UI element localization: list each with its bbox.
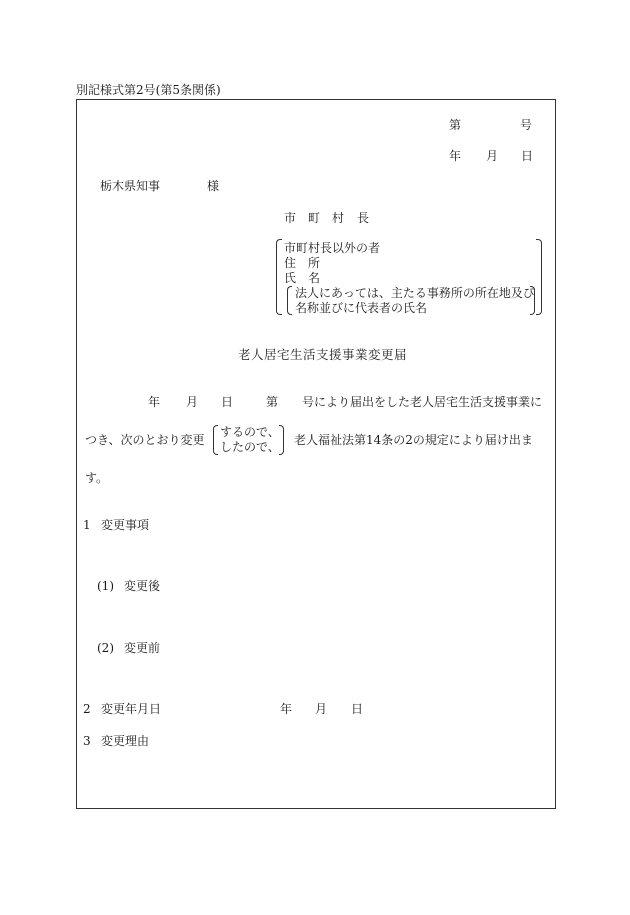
item1-label: 変更事項 [101,518,150,532]
other-than-mayor: 市町村長以外の者 [284,241,381,255]
sender-bracket-left [276,239,282,315]
number-suffix: 号 [520,118,533,132]
item2-month: 月 [315,702,328,716]
mayor-char-4: 長 [357,211,370,225]
item2-year: 年 [280,702,293,716]
body-line2-head: つき、次のとおり変更 [85,433,205,447]
addressee-honorific: 様 [207,179,220,193]
option-bracket-left [213,425,218,455]
date-year: 年 [449,149,462,163]
corporate-note-line2: 名称並びに代表者の氏名 [295,301,428,315]
option-shita: したので、 [220,440,280,454]
body-line1-tail: 号により届出をした老人居宅生活支援事業に [302,395,543,409]
mayor-char-1: 市 [284,211,297,225]
mayor-char-3: 村 [332,211,345,225]
name-label-2: 名 [308,271,321,285]
name-label-1: 氏 [284,271,297,285]
item3-number: 3 [83,734,91,748]
body-line2-tail: 老人福祉法第14条の2の規定により届け出ま [294,433,533,447]
item1-number: 1 [83,518,91,532]
sender-bracket-right [536,239,542,315]
note-bracket-left [287,286,292,315]
item2-number: 2 [83,702,91,716]
sub1-number: (1) [97,579,114,593]
body-month: 月 [186,395,199,409]
mayor-char-2: 町 [308,211,321,225]
item2-label: 変更年月日 [101,702,162,716]
body-line3: す。 [85,471,109,485]
date-month: 月 [486,149,499,163]
body-day: 日 [221,395,234,409]
option-suru: するので、 [220,425,280,439]
date-day: 日 [521,149,534,163]
sub2-number: (2) [97,641,114,655]
item2-day: 日 [351,702,364,716]
item3-label: 変更理由 [101,734,150,748]
corporate-note-line1: 法人にあっては、主たる事務所の所在地及び [295,286,535,300]
body-year: 年 [148,395,161,409]
form-label: 別記様式第2号(第5条関係) [76,83,221,97]
address-label-1: 住 [284,256,297,270]
body-number-prefix: 第 [266,395,279,409]
number-prefix: 第 [449,118,462,132]
document-title: 老人居宅生活支援事業変更届 [238,347,408,362]
addressee-name: 栃木県知事 [100,179,161,193]
sub2-label: 変更前 [124,641,161,655]
address-label-2: 所 [308,256,321,270]
sub1-label: 変更後 [124,579,161,593]
